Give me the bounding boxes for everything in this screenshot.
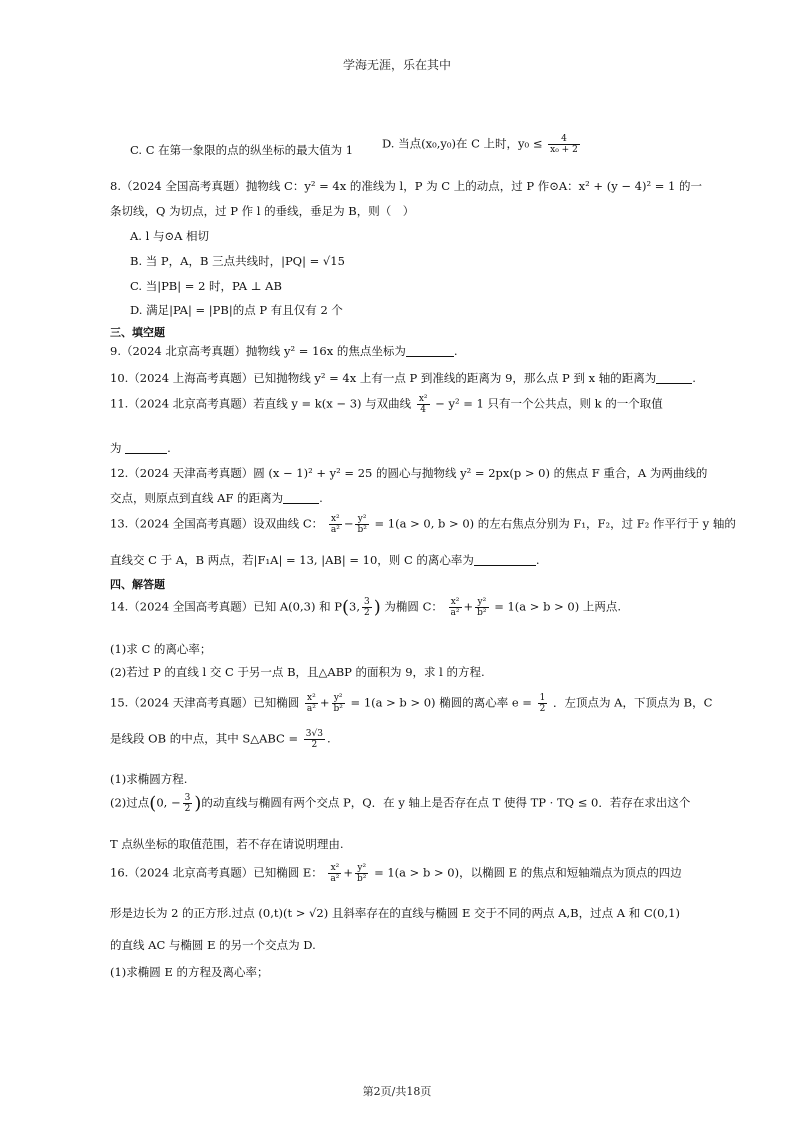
fraction: $\frac{3}{2}$ [364,597,370,618]
fraction: $\frac{4}{\text{x₀ + 2}}$ [550,134,578,155]
page-header: 学海无涯，乐在其中 [342,58,451,72]
fraction: $\frac{3}{2}$ [184,793,191,814]
q14-part2: (2)若过 P 的直线 l 交 C 于另一点 B，且△ABP 的面积为 9，求 l 的方程. [110,665,485,679]
fraction: $\frac{\text{y²}}{\text{b²}}$ [477,597,487,618]
q8-option-d: D. 满足|PA| = |PB|的点 P 有且仅有 2 个 [130,303,343,317]
q15-stem-line2: 是线段 OB 的中点，其中 S△ABC = $\frac{3√3}{2}$ . [110,729,331,750]
q10: 10.（2024 上海高考真题）已知抛物线 y² = 4x 上有一点 P 到准线的距离为 9，那么点 P 到 x 轴的距离为 . [110,371,696,385]
q15-part1: (1)求椭圆方程. [110,772,188,786]
q9: 9.（2024 北京高考真题）抛物线 y² = 16x 的焦点坐标为 . [110,344,458,358]
answer-blank [656,371,692,384]
q8-option-b: B. 当 P，A，B 三点共线时，|PQ| = √15 [130,254,345,268]
fraction: $\frac{\text{y²}}{\text{b²}}$ [357,863,367,884]
fraction: $\frac{\text{x²}}{\text{a²}}$ [306,693,316,714]
q15-part2: (2)过点(0, − $\frac{3}{2}$ )的动直线与椭圆有两个交点 P，Q．在 y 轴上是否存在点 T 使得 TP · TQ ≤ 0．若存在求出这个 [110,793,691,814]
page-footer: 第2页/共18页 [362,1085,432,1098]
section-solution-heading: 四、解答题 [110,578,165,591]
q16-stem-line1: 16.（2024 北京高考真题）已知椭圆 E： $\frac{\text{x²}}{\text{a²}}$ + $\frac{\text{y²}}{\text{b²}}$ = 1(a > b > 0)，以椭圆 E 的焦点和短轴端点为顶点的四边 [110,863,682,884]
answer-blank [474,553,536,566]
q14-stem: 14.（2024 全国高考真题）已知 A(0,3) 和 P(3, $\frac{3}{2}$ ) 为椭圆 C： $\frac{\text{x²}}{\text{a²}}$ + $\frac{\text{y²}}{\text{b²}}$ = 1(a > b > 0) 上两点. [110,597,622,618]
section-fill-blank-heading: 三、填空题 [110,326,165,339]
q14-part1: (1)求 C 的离心率； [110,642,212,656]
q7-option-d: D. 当点(x₀,y₀)在 C 上时，y₀ ≤ $\frac{4}{\text{x₀ + 2}}$ [382,134,578,155]
q13-line1: 13.（2024 全国高考真题）设双曲线 C： $\frac{\text{x²}}{\text{a²}}$ − $\frac{\text{y²}}{\text{b²}}$ = 1(a > 0, b > 0) 的左右焦点分别为 F₁，F₂，过 F₂ 作平行于 y 轴的 [110,514,736,535]
answer-blank [125,441,167,454]
q7-option-c: C. C 在第一象限的点的纵坐标的最大值为 1 [130,143,354,157]
fraction: $\frac{\text{x²}}{\text{a²}}$ [330,514,340,535]
fraction: $\frac{1}{2}$ [539,693,546,714]
q8-stem-line1: 8.（2024 全国高考真题）抛物线 C：y² = 4x 的准线为 l，P 为 C 上的动点，过 P 作⊙A：x² + (y − 4)² = 1 的一 [110,179,702,193]
q15-stem-line1: 15.（2024 天津高考真题）已知椭圆 $\frac{\text{x²}}{\text{a²}}$ + $\frac{\text{y²}}{\text{b²}}$ = 1(a > b > 0) 椭圆的离心率 e = $\frac{1}{2}$ ．左顶点为 A，下顶点为 B，C [110,693,713,714]
fraction: $\frac{\text{y²}}{\text{b²}}$ [333,693,343,714]
q8-stem-line2: 条切线，Q 为切点，过 P 作 l 的垂线，垂足为 B，则（ ） [110,204,415,218]
q12-line1: 12.（2024 天津高考真题）圆 (x − 1)² + y² = 25 的圆心与抛物线 y² = 2px(p > 0) 的焦点 F 重合，A 为两曲线的 [110,466,708,480]
q16-stem-line3: 的直线 AC 与椭圆 E 的另一个交点为 D. [110,938,316,952]
q16-part1: (1)求椭圆 E 的方程及离心率； [110,965,269,979]
q8-option-a: A. l 与⊙A 相切 [130,229,210,243]
q16-stem-line2: 形是边长为 2 的正方形.过点 (0,t)(t > √2) 且斜率存在的直线与椭圆 E 交于不同的两点 A,B，过点 A 和 C(0,1) [110,906,680,920]
fraction: $\frac{3√3}{2}$ [305,729,323,750]
q8-option-c: C. 当|PB| = 2 时，PA ⊥ AB [130,279,282,293]
q12-line2: 交点，则原点到直线 AF 的距离为 . [110,491,323,505]
q11-line2: 为 . [110,441,171,455]
answer-blank [406,344,454,357]
fraction: $\frac{\text{x²}}{\text{a²}}$ [450,597,460,618]
q11-line1: 11.（2024 北京高考真题）若直线 y = k(x − 3) 与双曲线 $\frac{\text{x²}}{4}$ − y² = 1 只有一个公共点，则 k 的一个取值 [110,394,663,415]
fraction: $\frac{\text{y²}}{\text{b²}}$ [357,514,367,535]
fraction: $\frac{\text{x²}}{4}$ [418,394,428,415]
q13-line2: 直线交 C 于 A，B 两点，若|F₁A| = 13, |AB| = 10，则 C 的离心率为 . [110,553,540,567]
answer-blank [283,491,319,504]
q15-part2-cont: T 点纵坐标的取值范围，若不存在请说明理由. [110,837,344,851]
fraction: $\frac{\text{x²}}{\text{a²}}$ [330,863,340,884]
